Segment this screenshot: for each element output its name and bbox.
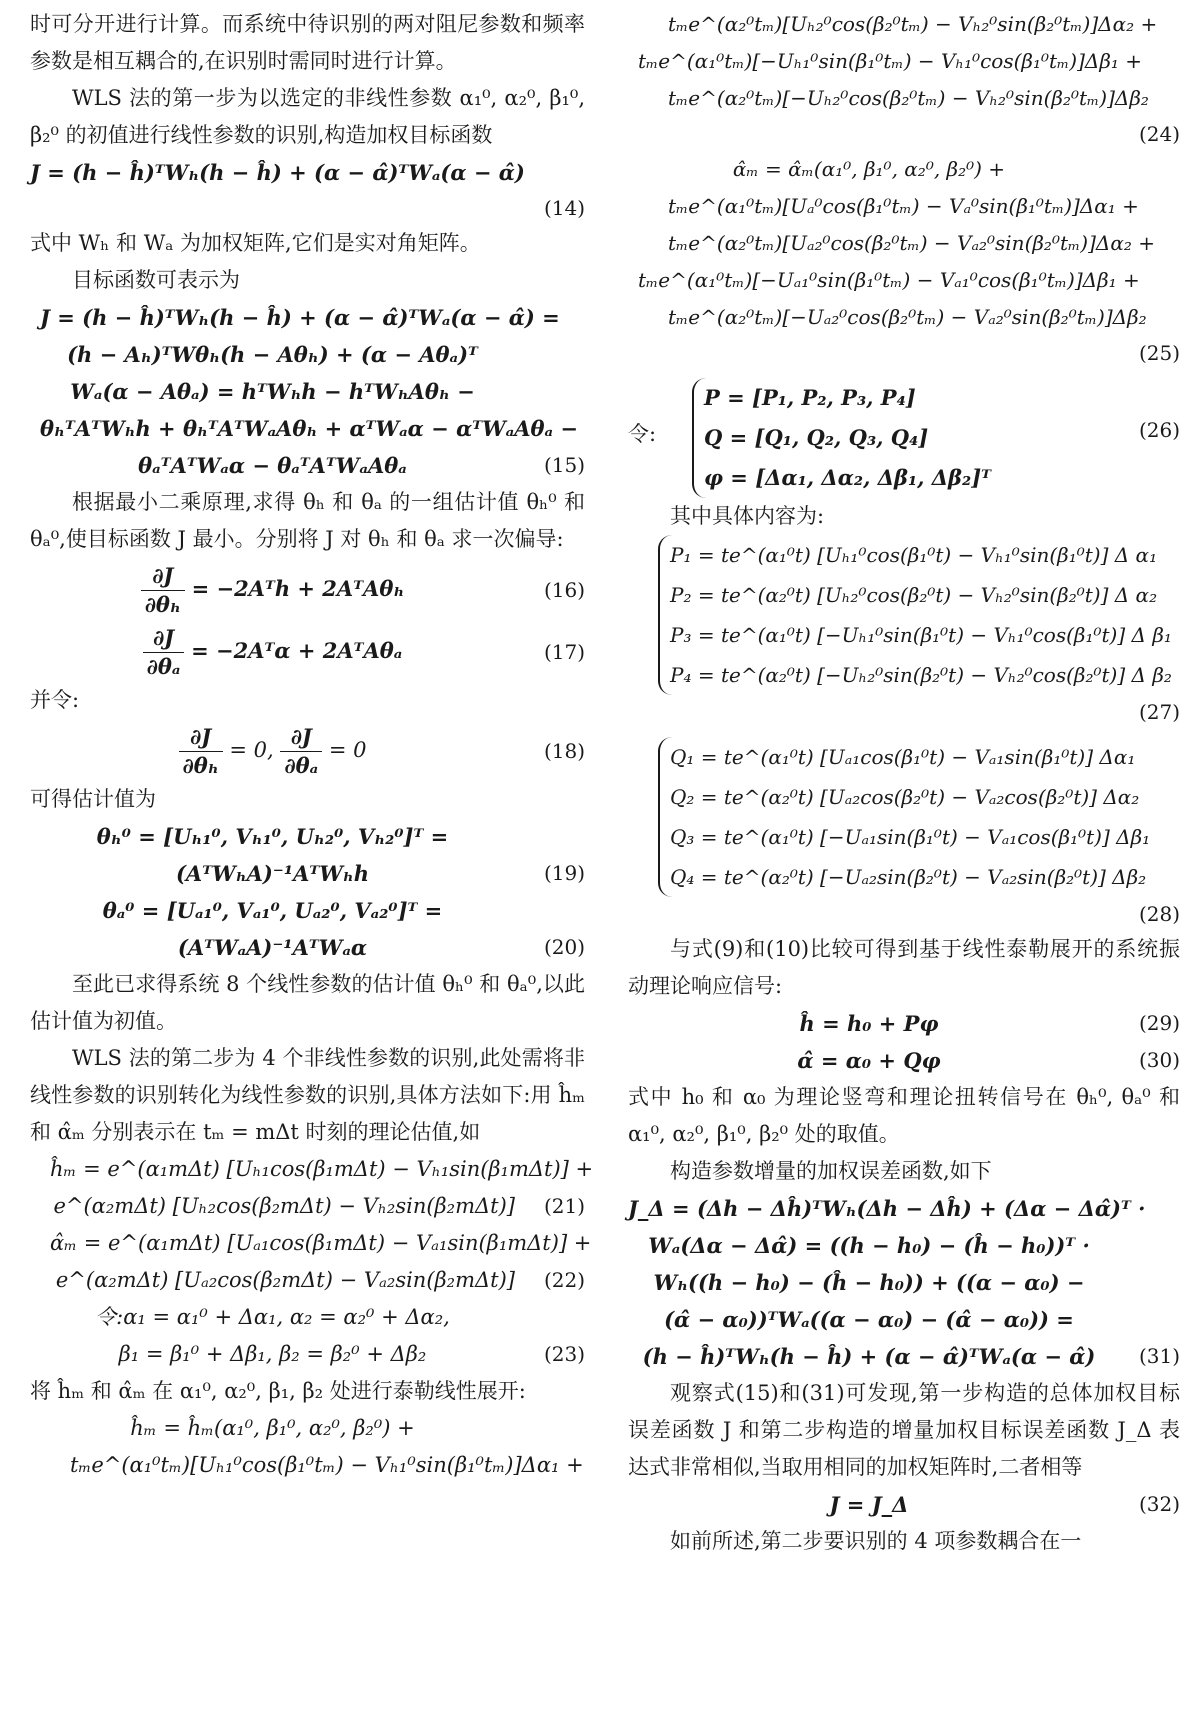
- equation-18-middle: = 0,: [229, 738, 274, 762]
- equation-15-line-3: Wₐ(α − Aθₐ) = hᵀWₕh − hᵀWₕAθₕ −: [70, 379, 475, 404]
- equation-25-line-5: tₘe^(α₂⁰tₘ)[−Uₐ₂⁰cos(β₂⁰tₘ) − Vₐ₂⁰sin(β₂⁰tₘ)]Δβ₂: [668, 305, 1147, 329]
- equation-18-number: (18): [543, 739, 585, 763]
- equation-28-number: (28): [1138, 902, 1180, 926]
- equation-26: [628, 378, 1180, 498]
- equation-26-label: 令:: [628, 422, 657, 446]
- equation-31-line-4: (α̂ − α₀))ᵀWₐ((α − α₀) − (α̂ − α₀)) =: [664, 1307, 1074, 1332]
- equation-31-line-5: [628, 1338, 1180, 1375]
- equation-22-line-2: [30, 1262, 585, 1299]
- equation-26-brace: [692, 378, 1180, 498]
- equation-21-line-2: [30, 1188, 585, 1225]
- equation-28: [628, 737, 1180, 897]
- equation-30: [628, 1042, 1180, 1079]
- paragraph-let: 并令:: [30, 688, 80, 712]
- equation-30-number: (30): [1138, 1048, 1180, 1072]
- equation-24-line-5: tₘe^(α₂⁰tₘ)[−Uₕ₂⁰cos(β₂⁰tₘ) − Vₕ₂⁰sin(β₂⁰tₘ)]Δβ₂: [668, 86, 1149, 110]
- paragraph-wls-step2: WLS 法的第二步为 4 个非线性参数的识别,此处需将非线性参数的识别转化为线性参数的识别,具体方法如下:用 ĥₘ 和 α̂ₘ 分别表示在 tₘ = mΔt 时刻的理论估值,如: [30, 1046, 585, 1144]
- equation-24-line-1: ĥₘ = ĥₘ(α₁⁰, β₁⁰, α₂⁰, β₂⁰) +: [130, 1416, 415, 1440]
- equation-25-line-3: tₘe^(α₂⁰tₘ)[Uₐ₂⁰cos(β₂⁰tₘ) − Vₐ₂⁰sin(β₂⁰tₘ)]Δα₂ +: [668, 231, 1155, 255]
- equation-27-line-4: P₄ = te^(α₂⁰t) [−Uₕ₂⁰sin(β₂⁰t) − Vₕ₂⁰cos(β₂⁰t)] Δ β₂: [670, 663, 1172, 687]
- equation-25-line-4: tₘe^(α₁⁰tₘ)[−Uₐ₁⁰sin(β₁⁰tₘ) − Vₐ₁⁰cos(β₁⁰tₘ)]Δβ₁ +: [638, 268, 1140, 292]
- equation-18-end: = 0: [328, 738, 367, 762]
- equation-27: [628, 535, 1180, 695]
- equation-31-line-2: Wₐ(Δα − Δα̂) = ((h − h₀) − (ĥ − h₀))ᵀ ·: [648, 1233, 1090, 1258]
- equation-15-line-5: [30, 447, 585, 484]
- equation-27-line-1: P₁ = te^(α₁⁰t) [Uₕ₁⁰cos(β₁⁰t) − Vₕ₁⁰sin(β₁⁰t)] Δ α₁: [670, 543, 1158, 567]
- equation-16-rhs: = −2Aᵀh + 2AᵀAθₕ: [191, 576, 405, 601]
- right-column: [628, 6, 1180, 1560]
- equation-20-number: (20): [543, 935, 585, 959]
- equation-18-fraction-2: [280, 723, 322, 780]
- equation-14-number: (14): [543, 196, 585, 220]
- equation-23-line-2-text: β₁ = β₁⁰ + Δβ₁, β₂ = β₂⁰ + Δβ₂: [118, 1342, 427, 1366]
- paragraph-theory-signal: 式中 h₀ 和 α₀ 为理论竖弯和理论扭转信号在 θₕ⁰, θₐ⁰ 和 α₁⁰, α₂⁰, β₁⁰, β₂⁰ 处的取值。: [628, 1085, 1180, 1146]
- equation-23-number: (23): [543, 1342, 585, 1366]
- equation-22: [30, 1225, 592, 1299]
- equation-25-line-2: tₘe^(α₁⁰tₘ)[Uₐ⁰cos(β₁⁰tₘ) − Vₐ⁰sin(β₁⁰tₘ)]Δα₁ +: [668, 194, 1139, 218]
- equation-19-line-1: θₕ⁰ = [Uₕ₁⁰, Vₕ₁⁰, Uₕ₂⁰, Vₕ₂⁰]ᵀ =: [96, 824, 449, 849]
- equation-28-line-2: Q₂ = te^(α₂⁰t) [Uₐ₂cos(β₂⁰t) − Vₐ₂cos(β₂⁰t)] Δα₂: [670, 785, 1140, 809]
- equation-26-number: (26): [1138, 418, 1180, 442]
- equation-16-fraction: [141, 562, 185, 619]
- equation-19-line-2-text: (AᵀWₕA)⁻¹AᵀWₕh: [175, 861, 370, 886]
- equation-29-text: ĥ = h₀ + Pφ: [799, 1011, 939, 1036]
- equation-29: [628, 1005, 1180, 1042]
- equation-25-line-1: α̂ₘ = α̂ₘ(α₁⁰, β₁⁰, α₂⁰, β₂⁰) +: [732, 157, 1006, 181]
- equation-17-fraction: [143, 624, 185, 681]
- equation-31-line-5-text: (h − ĥ)ᵀWₕ(h − ĥ) + (α − α̂)ᵀWₐ(α − α̂): [642, 1344, 1096, 1369]
- equation-32-text: J = J_Δ: [829, 1492, 909, 1517]
- equation-17-number: (17): [543, 640, 585, 664]
- equation-27-line-3: P₃ = te^(α₁⁰t) [−Uₕ₁⁰sin(β₁⁰t) − Vₕ₁⁰cos(β₁⁰t)] Δ β₁: [670, 623, 1172, 647]
- paragraph-intro: 时可分开进行计算。而系统中待识别的两对阻尼参数和频率参数是相互耦合的,在识别时需同时进行计算。: [30, 12, 585, 73]
- equation-29-number: (29): [1138, 1011, 1180, 1035]
- paragraph-weight-matrices: 式中 Wₕ 和 Wₐ 为加权矩阵,它们是实对角矩阵。: [30, 231, 481, 255]
- paragraph-observe: 观察式(15)和(31)可发现,第一步构造的总体加权目标误差函数 J 和第二步构造的增量加权目标误差函数 J_Δ 表达式非常相似,当取用相同的加权矩阵时,二者相等: [628, 1381, 1180, 1479]
- paragraph-least-squares: 根据最小二乘原理,求得 θₕ 和 θₐ 的一组估计值 θₕ⁰ 和 θₐ⁰,使目标函数 J 最小。分别将 J 对 θₕ 和 θₐ 求一次偏导:: [30, 490, 585, 551]
- equation-26-line-2: Q = [Q₁, Q₂, Q₃, Q₄]: [704, 425, 929, 450]
- equation-23: [30, 1299, 585, 1373]
- equation-32-line: [628, 1486, 1180, 1523]
- equation-17-denominator: ∂θₐ: [146, 654, 181, 679]
- equation-28-line-4: Q₄ = te^(α₂⁰t) [−Uₐ₂sin(β₂⁰t) − Vₐ₂sin(β₂⁰t)] Δβ₂: [670, 865, 1147, 889]
- equation-24-line-2: tₘe^(α₁⁰tₘ)[Uₕ₁⁰cos(β₁⁰tₘ) − Vₕ₁⁰sin(β₁⁰tₘ)]Δα₁ +: [70, 1453, 584, 1477]
- equation-30-line: [628, 1042, 1180, 1079]
- equation-27-line-2: P₂ = te^(α₂⁰t) [Uₕ₂⁰cos(β₂⁰t) − Vₕ₂⁰sin(β₂⁰t)] Δ α₂: [670, 583, 1158, 607]
- equation-28-line-3: Q₃ = te^(α₁⁰t) [−Uₐ₁sin(β₁⁰t) − Vₐ₁cos(β₁⁰t)] Δβ₁: [670, 825, 1151, 849]
- equation-22-line-2-text: e^(α₂mΔt) [Uₐ₂cos(β₂mΔt) − Vₐ₂sin(β₂mΔt)]: [55, 1268, 515, 1292]
- equation-18-line: [30, 719, 585, 781]
- equation-25-number: (25): [1138, 341, 1180, 365]
- equation-21-line-2-text: e^(α₂mΔt) [Uₕ₂cos(β₂mΔt) − Vₕ₂sin(β₂mΔt)]: [53, 1194, 515, 1218]
- equation-20-line-2: [30, 929, 585, 966]
- equation-31-number: (31): [1138, 1344, 1180, 1368]
- equation-22-number: (22): [543, 1268, 585, 1292]
- equation-16-line: [30, 558, 585, 620]
- equation-19: [30, 818, 585, 892]
- equation-19-line-2: [30, 855, 585, 892]
- equation-30-text: α̂ = α₀ + Qφ: [797, 1048, 941, 1073]
- equation-16-denominator: ∂θₕ: [144, 592, 181, 617]
- equation-24-line-3: tₘe^(α₂⁰tₘ)[Uₕ₂⁰cos(β₂⁰tₘ) − Vₕ₂⁰sin(β₂⁰tₘ)]Δα₂ +: [668, 12, 1158, 36]
- equation-20: [30, 892, 585, 966]
- paragraph-increment: 构造参数增量的加权误差函数,如下: [670, 1159, 992, 1183]
- equation-21: [30, 1151, 594, 1225]
- equation-14-line: J = (h − ĥ)ᵀWₕ(h − ĥ) + (α − α̂)ᵀWₐ(α − α̂): [30, 160, 525, 185]
- equation-21-line-1: ĥₘ = e^(α₁mΔt) [Uₕ₁cos(β₁mΔt) − Vₕ₁sin(β₁mΔt)] +: [50, 1157, 594, 1181]
- equation-17-line: [30, 620, 585, 682]
- paragraph-objective: 目标函数可表示为: [72, 268, 240, 292]
- equation-20-line-2-text: (AᵀWₐA)⁻¹AᵀWₐα: [177, 935, 368, 960]
- equation-22-line-1: α̂ₘ = e^(α₁mΔt) [Uₐ₁cos(β₁mΔt) − Vₐ₁sin(β₁mΔt)] +: [50, 1231, 592, 1255]
- equation-21-number: (21): [543, 1194, 585, 1218]
- equation-15-number: (15): [543, 453, 585, 477]
- equation-32-number: (32): [1138, 1492, 1180, 1516]
- equation-18-denominator-2: ∂θₐ: [284, 753, 319, 778]
- paragraph-compare: 与式(9)和(10)比较可得到基于线性泰勒展开的系统振动理论响应信号:: [628, 937, 1180, 998]
- equation-17: [30, 620, 585, 682]
- equation-18-numerator-2: ∂J: [280, 723, 322, 752]
- equation-25: [628, 151, 1180, 336]
- left-column: [30, 6, 594, 1484]
- paragraph-last: 如前所述,第二步要识别的 4 项参数耦合在一: [670, 1529, 1082, 1553]
- paragraph-estimates: 可得估计值为: [30, 787, 156, 811]
- equation-28-brace: [658, 737, 1180, 897]
- paragraph-so-far: 至此已求得系统 8 个线性参数的估计值 θₕ⁰ 和 θₐ⁰,以此估计值为初值。: [30, 972, 585, 1033]
- equation-15-line-4: θₕᵀAᵀWₕh + θₕᵀAᵀWₐAθₕ + αᵀWₐα − αᵀWₐAθₐ −: [40, 416, 579, 441]
- equation-16-numerator: ∂J: [141, 562, 185, 591]
- equation-14: [30, 154, 585, 191]
- equation-28-line-1: Q₁ = te^(α₁⁰t) [Uₐ₁cos(β₁⁰t) − Vₐ₁sin(β₁⁰t)] Δα₁: [670, 745, 1136, 769]
- equation-15-line-5-text: θₐᵀAᵀWₐα − θₐᵀAᵀWₐAθₐ: [138, 453, 407, 478]
- equation-15-line-2: (h − Aₕ)ᵀWθₕ(h − Aθₕ) + (α − Aθₐ)ᵀ: [67, 342, 478, 367]
- equation-19-number: (19): [543, 861, 585, 885]
- equation-15: [30, 299, 585, 484]
- equation-27-number: (27): [1138, 700, 1180, 724]
- equation-31-line-1: J_Δ = (Δh − Δĥ)ᵀWₕ(Δh − Δĥ) + (Δα − Δα̂)ᵀ ·: [628, 1196, 1146, 1221]
- equation-23-line-1: 令:α₁ = α₁⁰ + Δα₁, α₂ = α₂⁰ + Δα₂,: [95, 1305, 450, 1329]
- equation-32: [628, 1486, 1180, 1523]
- equation-18-fraction-1: [179, 723, 223, 780]
- equation-27-brace: [658, 535, 1180, 695]
- equation-16-number: (16): [543, 578, 585, 602]
- equation-16: [30, 558, 585, 620]
- equation-24-line-4: tₘe^(α₁⁰tₘ)[−Uₕ₁⁰sin(β₁⁰tₘ) − Vₕ₁⁰cos(β₁⁰tₘ)]Δβ₁ +: [638, 49, 1143, 73]
- paragraph-content: 其中具体内容为:: [670, 504, 825, 528]
- equation-29-line: [628, 1005, 1180, 1042]
- equation-26-line-3: φ = [Δα₁, Δα₂, Δβ₁, Δβ₂]ᵀ: [704, 465, 991, 490]
- equation-31: [628, 1190, 1180, 1375]
- paragraph-wls-step1: WLS 法的第一步为以选定的非线性参数 α₁⁰, α₂⁰, β₁⁰, β₂⁰ 的初值进行线性参数的识别,构造加权目标函数: [30, 86, 585, 147]
- paragraph-taylor: 将 ĥₘ 和 α̂ₘ 在 α₁⁰, α₂⁰, β₁, β₂ 处进行泰勒线性展开:: [30, 1379, 526, 1403]
- equation-24-part-1: [30, 1410, 585, 1484]
- equation-31-line-3: Wₕ((h − h₀) − (ĥ − h₀)) + ((α − α₀) −: [653, 1270, 1085, 1295]
- equation-17-numerator: ∂J: [143, 624, 185, 653]
- equation-24-part-2: [628, 6, 1180, 117]
- equation-20-line-1: θₐ⁰ = [Uₐ₁⁰, Vₐ₁⁰, Uₐ₂⁰, Vₐ₂⁰]ᵀ =: [102, 898, 443, 923]
- equation-26-line-1: P = [P₁, P₂, P₃, P₄]: [704, 385, 916, 410]
- equation-18-denominator-1: ∂θₕ: [182, 753, 219, 778]
- equation-18-numerator-1: ∂J: [179, 723, 223, 752]
- equation-15-line-1: J = (h − ĥ)ᵀWₕ(h − ĥ) + (α − α̂)ᵀWₐ(α − α̂) =: [40, 305, 560, 330]
- equation-24-number: (24): [1138, 122, 1180, 146]
- equation-17-rhs: = −2Aᵀα + 2AᵀAθₐ: [191, 638, 403, 663]
- equation-23-line-2: [30, 1336, 585, 1373]
- equation-18: [30, 719, 585, 781]
